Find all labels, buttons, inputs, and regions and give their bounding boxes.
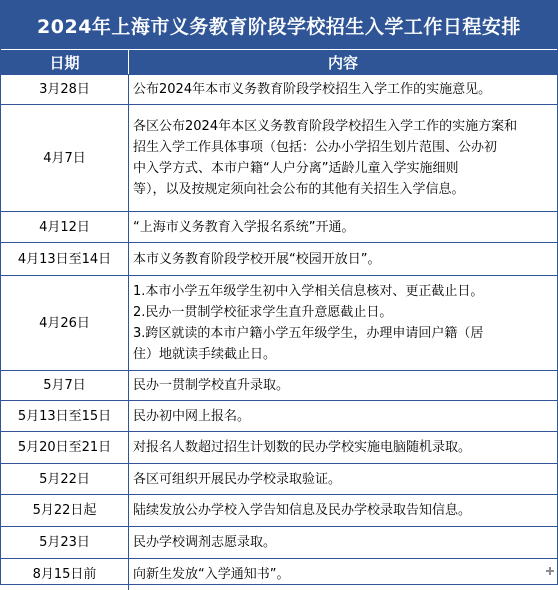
table-row: [1, 370, 557, 400]
table-row: [1, 558, 557, 590]
content-line: 民办学校调剂志愿录取。: [133, 535, 277, 550]
content-line: 2.民办一贯制学校征求学生直升意愿截止日。: [133, 305, 393, 320]
row-date: 3月28日: [1, 75, 129, 104]
table-body: [1, 74, 557, 590]
row-date: 5月7日: [1, 371, 129, 400]
content-line: 公布2024年本市义务教育阶段学校招生入学工作的实施意见。: [133, 82, 492, 97]
watermark: [545, 566, 555, 576]
content-line: 等），以及按规定须向社会公布的其他有关招生入学信息。: [133, 182, 465, 197]
row-content: [129, 495, 557, 526]
row-date: 5月22日: [1, 464, 129, 494]
column-header-date: 日期: [1, 50, 129, 74]
content-line: 民办初中网上报名。: [133, 408, 251, 424]
table-row: [1, 494, 557, 526]
row-date: 5月20日至21日: [1, 432, 129, 463]
table-row: [1, 463, 557, 494]
table-row: [1, 211, 557, 242]
content-line: 住）地就读手续截止日。: [133, 347, 277, 362]
content-line: 民办一贯制学校直升录取。: [133, 378, 290, 393]
row-content: [129, 527, 557, 558]
content-line: 陆续发放公办学校入学告知信息及民办学校录取告知信息。: [133, 503, 472, 518]
row-content: [129, 212, 557, 242]
table-row: [1, 275, 557, 370]
row-date: 4月26日: [1, 276, 129, 370]
column-header-content: 内容: [327, 53, 358, 72]
row-content: [129, 276, 557, 370]
row-date: 4月12日: [1, 212, 129, 242]
content-line: “上海市义务教育入学报名系统”开通。: [133, 219, 355, 235]
row-content: [129, 105, 557, 211]
content-line: 对报名人数超过招生计划数的民办学校实施电脑随机录取。: [133, 440, 472, 455]
row-content: [129, 75, 557, 104]
row-content: [129, 401, 557, 431]
row-content: [129, 432, 557, 463]
row-date: 8月15日前: [1, 559, 129, 590]
content-line: 各区可组织开展民办学校录取验证。: [133, 471, 342, 487]
content-line: 各区公布2024年本区义务教育阶段学校招生入学工作的实施方案和: [133, 119, 518, 134]
content-line: 本市义务教育阶段学校开展“校园开放日”。: [133, 251, 381, 267]
row-date: 5月22日起: [1, 495, 129, 526]
row-content: [129, 559, 557, 590]
content-line: 中入学方式、本市户籍“人户分离”适龄儿童入学实施细则: [133, 161, 459, 176]
content-line: 3.跨区就读的本市户籍小学五年级学生，办理申请回户籍（居: [133, 326, 484, 341]
row-date: 5月13日至15日: [1, 401, 129, 431]
table-row: [1, 400, 557, 431]
table-row: [1, 74, 557, 104]
row-content: [129, 464, 557, 494]
content-line: 1.本市小学五年级学生初中入学相关信息核对、更正截止日。: [133, 284, 484, 299]
row-date: 4月7日: [1, 105, 129, 211]
content-line: 招生入学工作具体事项（包括：公办小学招生划片范围、公办初: [133, 140, 498, 155]
table-row: [1, 242, 557, 275]
table-header: [1, 50, 557, 74]
content-line: 向新生发放“入学通知书”。: [133, 567, 290, 582]
plus-icon: [545, 566, 555, 576]
row-date: 4月13日至14日: [1, 243, 129, 275]
table-row: [1, 431, 557, 463]
row-date: 5月23日: [1, 527, 129, 558]
row-content: [129, 371, 557, 400]
page-title: 2024年上海市义务教育阶段学校招生入学工作日程安排: [1, 1, 557, 50]
row-content: [129, 243, 557, 275]
table-row: [1, 104, 557, 211]
table-row: [1, 526, 557, 558]
